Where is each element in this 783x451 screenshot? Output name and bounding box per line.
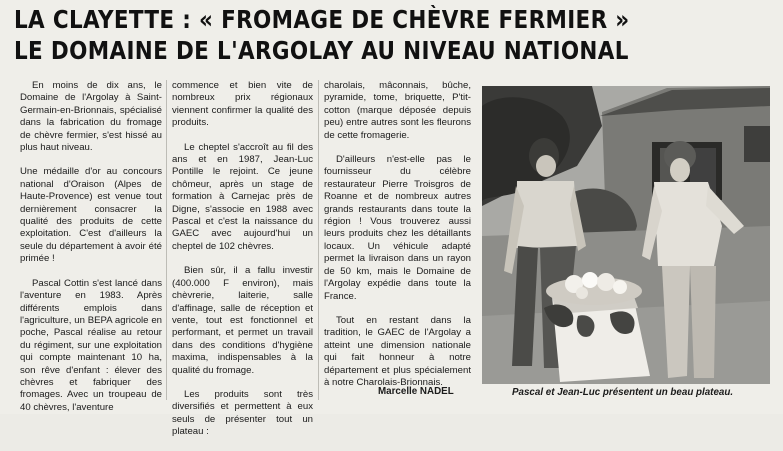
article-paragraph: commence et bien vite de nombreux prix régionaux viennent confirmer la qualité des produits.	[172, 80, 313, 129]
article-paragraph: Pascal Cottin s'est lancé dans l'aventure en 1983. Après différents emplois dans l'agriculture, un BEPA agricole en poche, Pascal réalise au retour du régiment, sur une exploitation qui compte maintenant 10 ha, son rêve d'enfant : élever des chèvres et fabriquer des fromages. Avec un troupeau de 40 chèvres, l'aventure	[20, 277, 162, 413]
article-paragraph: Bien sûr, il a fallu investir (400.000 F environ), mais chèvrerie, laiterie, salle d'affinage, salle de réception et vente, tout est fonctionnel et performant, et permet un travail dans des conditions d'hygiène maxima, indispensables à la qualité du fromage.	[172, 265, 313, 376]
photo-caption: Pascal et Jean-Luc présentent un beau plateau.	[512, 387, 734, 398]
article-column-1	[20, 80, 162, 426]
article-column-3	[324, 80, 471, 401]
article-paragraph: En moins de dix ans, le Domaine de l'Argolay à Saint-Germain-en-Brionnais, spécialisé dans la fabrication du fromage de chèvre fermier, s'est hissé au plus haut niveau.	[20, 80, 162, 154]
article-paragraph: Les produits sont très diversifiés et permettent à eux seuls de présenter tout un plateau :	[172, 388, 313, 438]
headline-line-1: LA CLAYETTE : « FROMAGE DE CHÈVRE FERMIER »	[14, 5, 630, 34]
column-divider	[318, 80, 319, 400]
headline-line-2: LE DOMAINE DE L'ARGOLAY AU NIVEAU NATIONAL	[14, 36, 629, 65]
article-paragraph: charolais, mâconnais, bûche, pyramide, tome, briquette, P'tit-cotton (marque déposée depuis peu) entre autres sont les fleurons de cette fromagerie.	[324, 80, 471, 141]
byline: Marcelle NADEL	[378, 386, 454, 397]
headline	[14, 4, 668, 66]
article-photo	[482, 86, 770, 384]
article-paragraph: D'ailleurs n'est-elle pas le fournisseur du célèbre restaurateur Pierre Troisgros de Roanne et de nombreux autres grands restaurants dans toute la région ! Vous trouverez aussi leurs produits chez les détaillants locaux. Un véhicule adapté permet la livraison dans un rayon de 50 km, mais le Domaine de l'Argolay expédie dans toute la France.	[324, 154, 471, 302]
article-column-2	[172, 80, 313, 451]
article-paragraph: Le cheptel s'accroît au fil des ans et en 1987, Jean-Luc Pontille le rejoint. Ce jeune chômeur, après un stage de formation à Carnejac près de Digne, s'associe en 1988 avec Pascal et c'est la naissance du GAEC avec aujourd'hui un cheptel de 102 chèvres.	[172, 141, 313, 252]
article-paragraph: Une médaille d'or au concours national d'Oraison (Alpes de Haute-Provence) est venue tout dernièrement consacrer la qualité des produits de cette exploitation. C'est d'ailleurs la seule du département à avoir été primée !	[20, 166, 162, 265]
article-paragraph: Tout en restant dans la tradition, le GAEC de l'Argolay a atteint une dimension nationale qui fait honneur à notre département et plus spécialement à notre Charolais-Brionnais.	[324, 314, 471, 388]
column-divider	[166, 80, 167, 400]
